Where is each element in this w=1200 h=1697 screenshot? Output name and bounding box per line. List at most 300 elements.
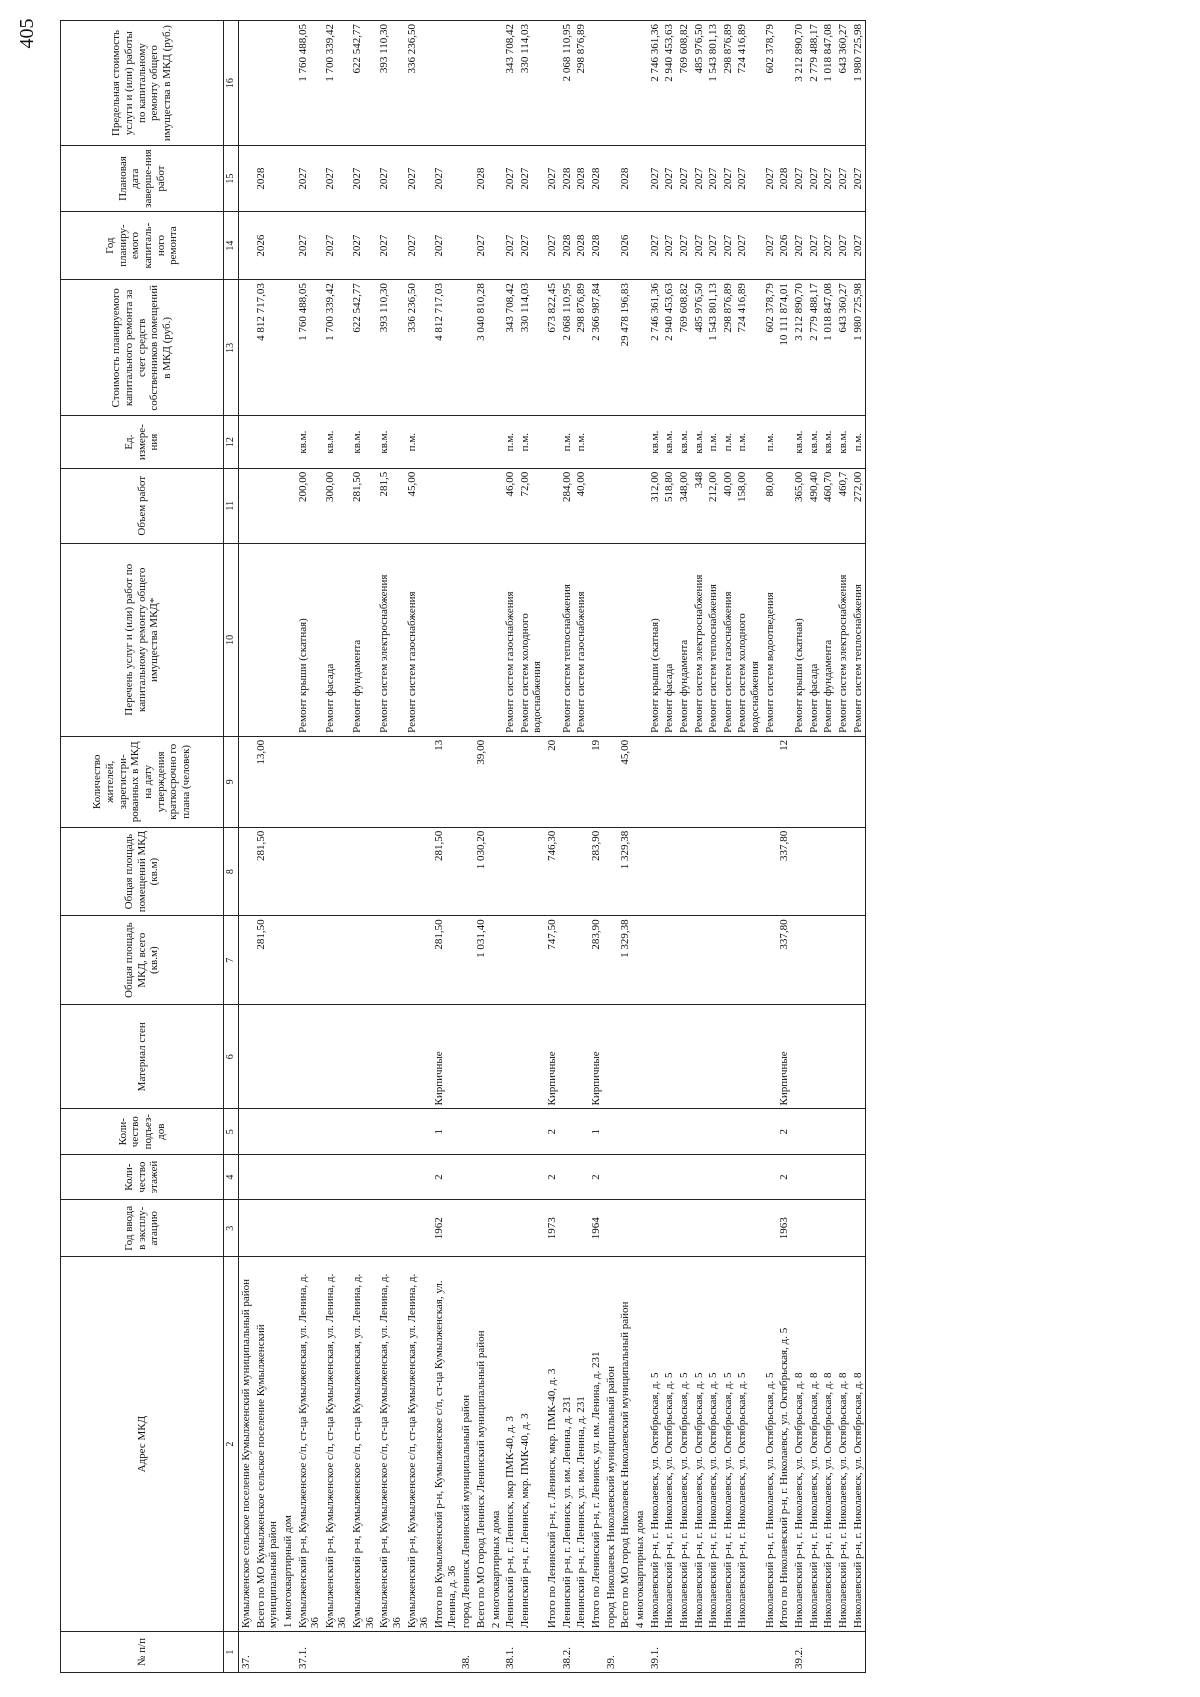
table-cell <box>777 543 792 736</box>
table-cell <box>350 1154 377 1199</box>
table-cell <box>239 1109 254 1154</box>
table-row <box>574 21 589 1673</box>
column-number: 12 <box>224 416 239 468</box>
table-cell: Ремонт систем холодного водоснабжения <box>735 543 762 736</box>
table-cell: 2027 <box>503 212 518 280</box>
table-cell <box>618 1200 633 1257</box>
table-cell: 300,00 <box>323 468 350 543</box>
table-cell: 1 980 725,98 <box>851 280 866 416</box>
table-cell: 2027 <box>405 212 432 280</box>
table-cell <box>777 416 792 468</box>
table-cell: 622 542,77 <box>350 21 377 146</box>
table-cell <box>589 416 604 468</box>
table-cell: Ремонт систем газоснабжения <box>503 543 518 736</box>
table-cell: п.м. <box>706 416 721 468</box>
page-number <box>5 12 50 57</box>
table-cell: 330 114,03 <box>518 280 545 416</box>
table-cell <box>405 1004 432 1109</box>
table-cell <box>489 1004 504 1109</box>
table-cell <box>560 827 575 916</box>
table-cell <box>503 1004 518 1109</box>
table-cell: 37.1. <box>296 1632 323 1673</box>
table-cell: 2027 <box>735 212 762 280</box>
table-cell <box>777 21 792 146</box>
table-cell <box>350 1109 377 1154</box>
table-cell <box>518 827 545 916</box>
table-cell <box>706 827 721 916</box>
table-cell <box>489 280 504 416</box>
table-cell: 46,00 <box>503 468 518 543</box>
table-cell <box>618 1004 633 1109</box>
table-cell: 2027 <box>405 146 432 212</box>
table-cell: 40,00 <box>574 468 589 543</box>
table-cell <box>296 916 323 1005</box>
table-cell <box>296 1109 323 1154</box>
table-cell: 3 040 810,28 <box>474 280 489 416</box>
table-cell: 2027 <box>721 212 736 280</box>
table-cell <box>633 916 648 1005</box>
table-cell <box>254 1200 281 1257</box>
table-cell <box>618 1109 633 1154</box>
table-cell: 3 212 890,70 <box>792 280 807 416</box>
table-row <box>518 21 545 1673</box>
table-cell <box>589 1632 604 1673</box>
table-cell <box>377 1154 404 1199</box>
column-number: 7 <box>224 916 239 1005</box>
table-cell <box>792 736 807 827</box>
table-cell <box>432 1632 459 1673</box>
table-cell: 2027 <box>432 146 459 212</box>
table-cell <box>633 1109 648 1154</box>
table-cell: Николаевский р-н, г. Николаевск, ул. Октябрьская, д. 5 <box>706 1257 721 1632</box>
table-cell <box>692 1154 707 1199</box>
table-cell: Кумылженский р-н, Кумылженское с/п, ст-ца Кумылженская, ул. Ленина, д. 36 <box>350 1257 377 1632</box>
table-cell <box>807 1200 822 1257</box>
table-cell <box>254 1632 281 1673</box>
table-cell <box>807 1109 822 1154</box>
table-cell: 2027 <box>518 146 545 212</box>
table-cell: кв.м. <box>821 416 836 468</box>
table-row <box>677 21 692 1673</box>
table-cell: 1 543 801,13 <box>706 280 721 416</box>
table-cell <box>489 543 504 736</box>
table-cell <box>692 916 707 1005</box>
table-cell: 13,00 <box>254 736 281 827</box>
table-cell <box>836 1200 851 1257</box>
table-cell: 4 812 717,03 <box>432 280 459 416</box>
table-cell: 281,50 <box>254 916 281 1005</box>
table-cell: 284,00 <box>560 468 575 543</box>
table-row <box>763 21 778 1673</box>
table-cell <box>604 280 619 416</box>
table-cell: 200,00 <box>296 468 323 543</box>
table-cell: 39.1. <box>648 1632 663 1673</box>
table-cell: п.м. <box>721 416 736 468</box>
table-cell <box>706 1004 721 1109</box>
table-cell <box>489 146 504 212</box>
table-row <box>692 21 707 1673</box>
table-cell: 12 <box>777 736 792 827</box>
column-header-4: Коли-чество этажей <box>61 1154 224 1199</box>
table-cell <box>677 1154 692 1199</box>
table-cell <box>604 1109 619 1154</box>
table-row <box>281 21 296 1673</box>
column-number: 13 <box>224 280 239 416</box>
table-cell: 37. <box>239 1632 254 1673</box>
table-cell <box>721 1632 736 1673</box>
table-cell <box>459 212 474 280</box>
table-cell <box>281 1632 296 1673</box>
column-header-7: Общая площадь МКД, всего (кв.м) <box>61 916 224 1005</box>
table-cell: 485 976,50 <box>692 21 707 146</box>
table-cell: 29 478 196,83 <box>618 280 633 416</box>
table-cell <box>239 212 254 280</box>
table-cell <box>792 1154 807 1199</box>
column-header-5: Коли-чество подъез-дов <box>61 1109 224 1154</box>
table-cell <box>836 1109 851 1154</box>
table-cell: 2 <box>545 1109 560 1154</box>
table-cell: 1 031,40 <box>474 916 489 1005</box>
table-cell: 2028 <box>560 146 575 212</box>
table-cell <box>459 736 474 827</box>
table-cell: 2026 <box>777 212 792 280</box>
table-cell: кв.м. <box>350 416 377 468</box>
table-cell <box>735 1200 762 1257</box>
table-cell <box>633 280 648 416</box>
table-cell <box>677 1109 692 1154</box>
table-cell <box>706 1200 721 1257</box>
table-cell <box>323 1632 350 1673</box>
table-cell: Ремонт фасада <box>807 543 822 736</box>
table-cell <box>604 468 619 543</box>
table-cell: 2028 <box>254 146 281 212</box>
table-cell: 45,00 <box>405 468 432 543</box>
table-cell: 298 876,89 <box>574 280 589 416</box>
table-cell: 2028 <box>618 146 633 212</box>
table-cell <box>821 1632 836 1673</box>
table-cell <box>281 916 296 1005</box>
table-cell: 212,00 <box>706 468 721 543</box>
table-cell <box>821 1004 836 1109</box>
table-cell: Кумылженский р-н, Кумылженское с/п, ст-ца Кумылженская, ул. Ленина, д. 36 <box>323 1257 350 1632</box>
table-cell <box>618 416 633 468</box>
table-cell: 2027 <box>721 146 736 212</box>
table-cell: 1 700 339,42 <box>323 280 350 416</box>
table-cell <box>706 1154 721 1199</box>
table-cell <box>692 736 707 827</box>
table-cell: 281,50 <box>350 468 377 543</box>
table-cell <box>735 1154 762 1199</box>
table-cell: Кумылженский р-н, Кумылженское с/п, ст-ца Кумылженская, ул. Ленина, д. 36 <box>377 1257 404 1632</box>
table-cell: Ремонт фундамента <box>350 543 377 736</box>
table-cell <box>377 1200 404 1257</box>
table-cell <box>489 21 504 146</box>
table-cell: 2027 <box>851 146 866 212</box>
table-cell <box>281 212 296 280</box>
table-cell: 2027 <box>807 146 822 212</box>
table-cell: 1 018 847,08 <box>821 280 836 416</box>
table-cell <box>618 1154 633 1199</box>
table-cell: Николаевский р-н, г. Николаевск, ул. Октябрьская, д. 5 <box>721 1257 736 1632</box>
table-cell <box>281 280 296 416</box>
table-cell <box>459 280 474 416</box>
table-cell: Ленинский р-н, г. Ленинск, мкр ПМК-40, д. 3 <box>503 1257 518 1632</box>
table-cell: 460,70 <box>821 468 836 543</box>
table-cell: 2 068 110,95 <box>560 280 575 416</box>
table-cell: 2027 <box>763 212 778 280</box>
table-cell: 2 <box>589 1154 604 1199</box>
table-cell: 602 378,79 <box>763 21 778 146</box>
table-cell: 393 110,30 <box>377 21 404 146</box>
table-cell <box>377 736 404 827</box>
table-row <box>792 21 807 1673</box>
table-cell: 281,50 <box>432 916 459 1005</box>
table-cell: 281,50 <box>432 827 459 916</box>
table-cell <box>851 1154 866 1199</box>
table-cell <box>254 1004 281 1109</box>
table-cell: 38.2. <box>560 1632 575 1673</box>
table-cell <box>777 468 792 543</box>
table-cell <box>405 827 432 916</box>
table-cell <box>503 736 518 827</box>
table-row <box>735 21 762 1673</box>
table-cell: 39.2. <box>792 1632 807 1673</box>
table-cell <box>459 1109 474 1154</box>
column-header-1: № п/п <box>61 1632 224 1673</box>
table-cell: Кирпичные <box>777 1004 792 1109</box>
table-cell <box>489 916 504 1005</box>
table-cell <box>851 1632 866 1673</box>
table-cell <box>459 916 474 1005</box>
table-cell <box>296 1004 323 1109</box>
table-cell <box>350 827 377 916</box>
table-cell: 747,50 <box>545 916 560 1005</box>
table-cell: 622 542,77 <box>350 280 377 416</box>
table-cell: Кирпичные <box>589 1004 604 1109</box>
table-cell <box>692 1200 707 1257</box>
table-cell <box>648 1154 663 1199</box>
table-row <box>432 21 459 1673</box>
table-cell: 2 <box>777 1109 792 1154</box>
table-cell: Кирпичные <box>432 1004 459 1109</box>
table-cell <box>350 1004 377 1109</box>
column-header-9: Количество жителей, зарегистри-рованных в МКД на дату утверждения краткосрочно го плана (человек) <box>61 736 224 827</box>
table-cell: 2 многоквартирных дома <box>489 1257 504 1632</box>
table-cell <box>489 468 504 543</box>
column-header-14: Год планиру-емого капиталь-ного ремонта <box>61 212 224 280</box>
table-cell <box>648 1200 663 1257</box>
table-row <box>618 21 633 1673</box>
table-cell <box>574 736 589 827</box>
table-cell: 2027 <box>677 212 692 280</box>
table-cell <box>518 1200 545 1257</box>
table-cell: п.м. <box>574 416 589 468</box>
table-cell: 769 608,82 <box>677 280 692 416</box>
table-cell: 1 760 488,05 <box>296 21 323 146</box>
table-cell <box>377 1004 404 1109</box>
table-cell: 490,40 <box>807 468 822 543</box>
table-cell <box>706 916 721 1005</box>
table-cell <box>821 736 836 827</box>
table-cell <box>662 1632 677 1673</box>
column-header-3: Год ввода в эксплу-атацию <box>61 1200 224 1257</box>
column-number: 10 <box>224 543 239 736</box>
table-cell <box>350 1200 377 1257</box>
table-cell: 2027 <box>792 146 807 212</box>
table-cell: 283,90 <box>589 916 604 1005</box>
table-cell: Ремонт систем газоснабжения <box>574 543 589 736</box>
table-cell <box>807 827 822 916</box>
table-cell <box>489 827 504 916</box>
table-cell: кв.м. <box>323 416 350 468</box>
table-cell <box>239 827 254 916</box>
table-cell <box>560 1154 575 1199</box>
table-cell <box>792 1200 807 1257</box>
table-cell <box>281 1200 296 1257</box>
table-cell <box>489 1109 504 1154</box>
table-cell: 45,00 <box>618 736 633 827</box>
table-cell <box>777 1632 792 1673</box>
table-cell: 2027 <box>296 212 323 280</box>
table-cell: 1962 <box>432 1200 459 1257</box>
table-cell: 2027 <box>503 146 518 212</box>
table-cell <box>662 736 677 827</box>
table-cell <box>432 416 459 468</box>
table-cell <box>677 916 692 1005</box>
table-cell: Ленинский р-н, г. Ленинск, ул. им. Ленина, д. 231 <box>560 1257 575 1632</box>
table-cell: 2027 <box>377 146 404 212</box>
table-row <box>821 21 836 1673</box>
table-cell: 4 812 717,03 <box>254 280 281 416</box>
table-cell: Николаевский р-н, г. Николаевск, ул. Октябрьская, д. 5 <box>677 1257 692 1632</box>
table-cell: Ремонт крыши (скатная) <box>792 543 807 736</box>
table-cell <box>405 916 432 1005</box>
table-row <box>807 21 822 1673</box>
table-row <box>633 21 648 1673</box>
table-cell: Кумылженское сельское поселение Кумылженский муниципальный район <box>239 1257 254 1632</box>
table-cell <box>662 1200 677 1257</box>
table-cell: 518,80 <box>662 468 677 543</box>
table-cell: 2 <box>432 1154 459 1199</box>
table-cell <box>763 736 778 827</box>
table-row <box>296 21 323 1673</box>
table-cell <box>604 827 619 916</box>
table-cell: Николаевский р-н, г. Николаевск, ул. Октябрьская, д. 8 <box>792 1257 807 1632</box>
table-cell <box>677 1004 692 1109</box>
table-cell: город Ленинск Ленинский муниципальный район <box>459 1257 474 1632</box>
table-cell <box>254 1154 281 1199</box>
table-cell <box>503 916 518 1005</box>
table-cell: 2028 <box>560 212 575 280</box>
table-cell <box>560 916 575 1005</box>
table-cell: Ремонт систем электроснабжения <box>377 543 404 736</box>
table-row <box>604 21 619 1673</box>
table-cell: 40,00 <box>721 468 736 543</box>
table-cell <box>281 1154 296 1199</box>
table-cell <box>545 543 560 736</box>
table-cell: 643 360,27 <box>836 280 851 416</box>
table-row <box>836 21 851 1673</box>
table-cell <box>763 916 778 1005</box>
table-cell: 2027 <box>350 146 377 212</box>
table-cell: 2027 <box>323 212 350 280</box>
table-cell: Кирпичные <box>545 1004 560 1109</box>
table-cell: п.м. <box>503 416 518 468</box>
table-cell <box>662 916 677 1005</box>
table-cell: 1964 <box>589 1200 604 1257</box>
table-cell <box>489 736 504 827</box>
table-cell <box>503 1109 518 1154</box>
table-cell <box>648 1109 663 1154</box>
table-cell <box>807 1004 822 1109</box>
table-cell <box>254 21 281 146</box>
table-cell: 2027 <box>692 146 707 212</box>
table-cell <box>721 1200 736 1257</box>
table-cell: 13 <box>432 736 459 827</box>
table-row <box>489 21 504 1673</box>
table-cell: Всего по МО город Николаевск Николаевский муниципальный район <box>618 1257 633 1632</box>
table-cell: 1 <box>432 1109 459 1154</box>
table-row <box>239 21 254 1673</box>
table-cell <box>851 736 866 827</box>
table-cell <box>735 1109 762 1154</box>
table-cell: Николаевский р-н, г. Николаевск, ул. Октябрьская, д. 5 <box>763 1257 778 1632</box>
table-cell: кв.м. <box>792 416 807 468</box>
table-cell <box>323 1200 350 1257</box>
table-cell: 2028 <box>589 212 604 280</box>
table-cell <box>281 1004 296 1109</box>
table-cell <box>281 543 296 736</box>
table-cell <box>763 1632 778 1673</box>
table-cell: Итого по Николаевский р-н, г. Николаевск, ул. Октябрьская, д. 5 <box>777 1257 792 1632</box>
table-cell <box>239 146 254 212</box>
table-cell <box>633 416 648 468</box>
table-cell <box>648 827 663 916</box>
table-cell <box>807 736 822 827</box>
table-cell: 39,00 <box>474 736 489 827</box>
table-cell <box>405 1109 432 1154</box>
table-cell <box>821 1109 836 1154</box>
table-row <box>459 21 474 1673</box>
table-cell <box>807 916 822 1005</box>
table-cell: 1 018 847,08 <box>821 21 836 146</box>
table-cell <box>821 916 836 1005</box>
table-cell <box>604 1004 619 1109</box>
table-cell: 2028 <box>777 146 792 212</box>
table-cell: 348,00 <box>677 468 692 543</box>
table-cell <box>589 21 604 146</box>
table-cell <box>574 1109 589 1154</box>
table-cell: 2027 <box>662 212 677 280</box>
table-cell: Николаевский р-н, г. Николаевск, ул. Октябрьская, д. 8 <box>821 1257 836 1632</box>
table-cell <box>239 468 254 543</box>
table-cell: 485 976,50 <box>692 280 707 416</box>
table-row <box>350 21 377 1673</box>
table-cell <box>296 736 323 827</box>
table-row <box>377 21 404 1673</box>
table-cell <box>633 146 648 212</box>
table-cell <box>545 416 560 468</box>
table-cell <box>459 468 474 543</box>
table-cell: 281,5 <box>377 468 404 543</box>
table-cell: 2027 <box>545 146 560 212</box>
table-cell <box>254 543 281 736</box>
table-cell: 2 779 488,17 <box>807 21 822 146</box>
table-cell: 2028 <box>574 212 589 280</box>
table-cell <box>836 827 851 916</box>
table-cell: п.м. <box>518 416 545 468</box>
table-cell <box>677 1200 692 1257</box>
